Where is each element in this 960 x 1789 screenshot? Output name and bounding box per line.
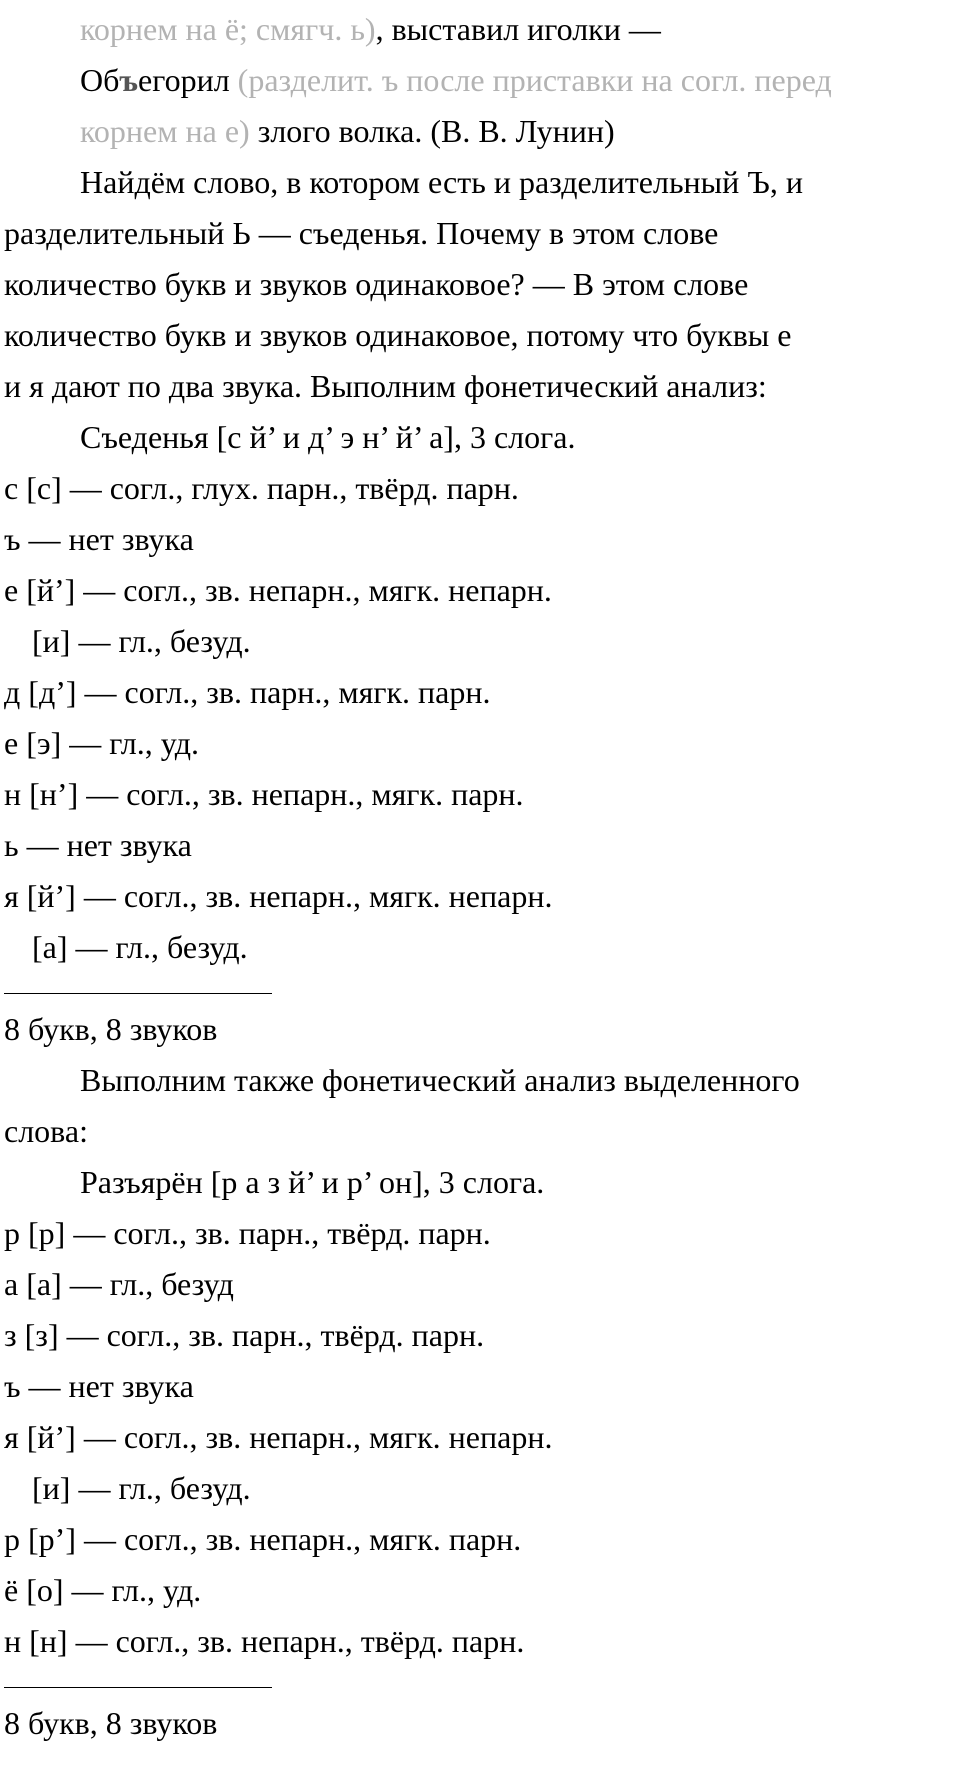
analysis-row: н [н’] — согл., зв. непарн., мягк. парн.: [4, 776, 524, 812]
paragraph-line: количество букв и звуков одинаковое, потому что буквы е: [4, 317, 792, 353]
analysis-row: ъ — нет звука: [4, 1368, 194, 1404]
analysis-row: [и] — гл., безуд.: [32, 623, 251, 659]
paragraph-line: количество букв и звуков одинаковое? — В этом слове: [4, 266, 749, 302]
analysis-row: ь — нет звука: [4, 827, 192, 863]
grammar-note: корнем на ё; смягч. ь): [80, 11, 376, 47]
summary-divider: [4, 1687, 272, 1688]
grammar-note: корнем на е): [80, 113, 250, 149]
document-page: [4, 0, 954, 1749]
summary-divider: [4, 993, 272, 994]
poem-line-2: [4, 55, 954, 106]
poem-text: , выставил иголки —: [375, 11, 661, 47]
analysis-heading: Съеденья [с й’ и д’ э н’ й’ а], 3 слога.: [80, 419, 576, 455]
paragraph-line: Найдём слово, в котором есть и разделительный Ъ, и: [80, 164, 804, 200]
analysis-row: р [р’] — согл., зв. непарн., мягк. парн.: [4, 1521, 522, 1557]
analysis-row: ё [о] — гл., уд.: [4, 1572, 202, 1608]
poem-word-start: Об: [80, 62, 120, 98]
analysis-row: е [й’] — согл., зв. непарн., мягк. непарн.: [4, 572, 552, 608]
poem-line-1: [4, 4, 954, 55]
analysis-row: [и] — гл., безуд.: [32, 1470, 251, 1506]
analysis-heading: Разъярён [р а з й’ и р’ он], 3 слога.: [80, 1164, 545, 1200]
analysis-row: с [с] — согл., глух. парн., твёрд. парн.: [4, 470, 519, 506]
analysis-row: я [й’] — согл., зв. непарн., мягк. непарн.: [4, 1419, 553, 1455]
poem-word-highlight: ъ: [119, 62, 139, 98]
paragraph-line: слова:: [4, 1113, 88, 1149]
analysis-summary: 8 букв, 8 звуков: [4, 1011, 218, 1047]
grammar-note: (разделит. ъ после приставки на согл. перед: [237, 62, 832, 98]
analysis-row: е [э] — гл., уд.: [4, 725, 199, 761]
poem-line-3: [4, 106, 954, 157]
paragraph-line: Выполним также фонетический анализ выделенного: [80, 1062, 800, 1098]
paragraph-line: разделительный Ь — съеденья. Почему в этом слове: [4, 215, 719, 251]
paragraph-line: и я дают по два звука. Выполним фонетический анализ:: [4, 368, 767, 404]
poem-text: злого волка. (В. В. Лунин): [249, 113, 615, 149]
analysis-row: [а] — гл., безуд.: [32, 929, 248, 965]
analysis-row: д [д’] — согл., зв. парн., мягк. парн.: [4, 674, 491, 710]
analysis-row: а [а] — гл., безуд: [4, 1266, 234, 1302]
analysis-row: я [й’] — согл., зв. непарн., мягк. непарн.: [4, 878, 553, 914]
analysis-summary: 8 букв, 8 звуков: [4, 1705, 218, 1741]
analysis-row: ъ — нет звука: [4, 521, 194, 557]
analysis-row: н [н] — согл., зв. непарн., твёрд. парн.: [4, 1623, 525, 1659]
poem-word-end: егорил: [138, 62, 230, 98]
analysis-row: з [з] — согл., зв. парн., твёрд. парн.: [4, 1317, 485, 1353]
analysis-row: р [р] — согл., зв. парн., твёрд. парн.: [4, 1215, 491, 1251]
